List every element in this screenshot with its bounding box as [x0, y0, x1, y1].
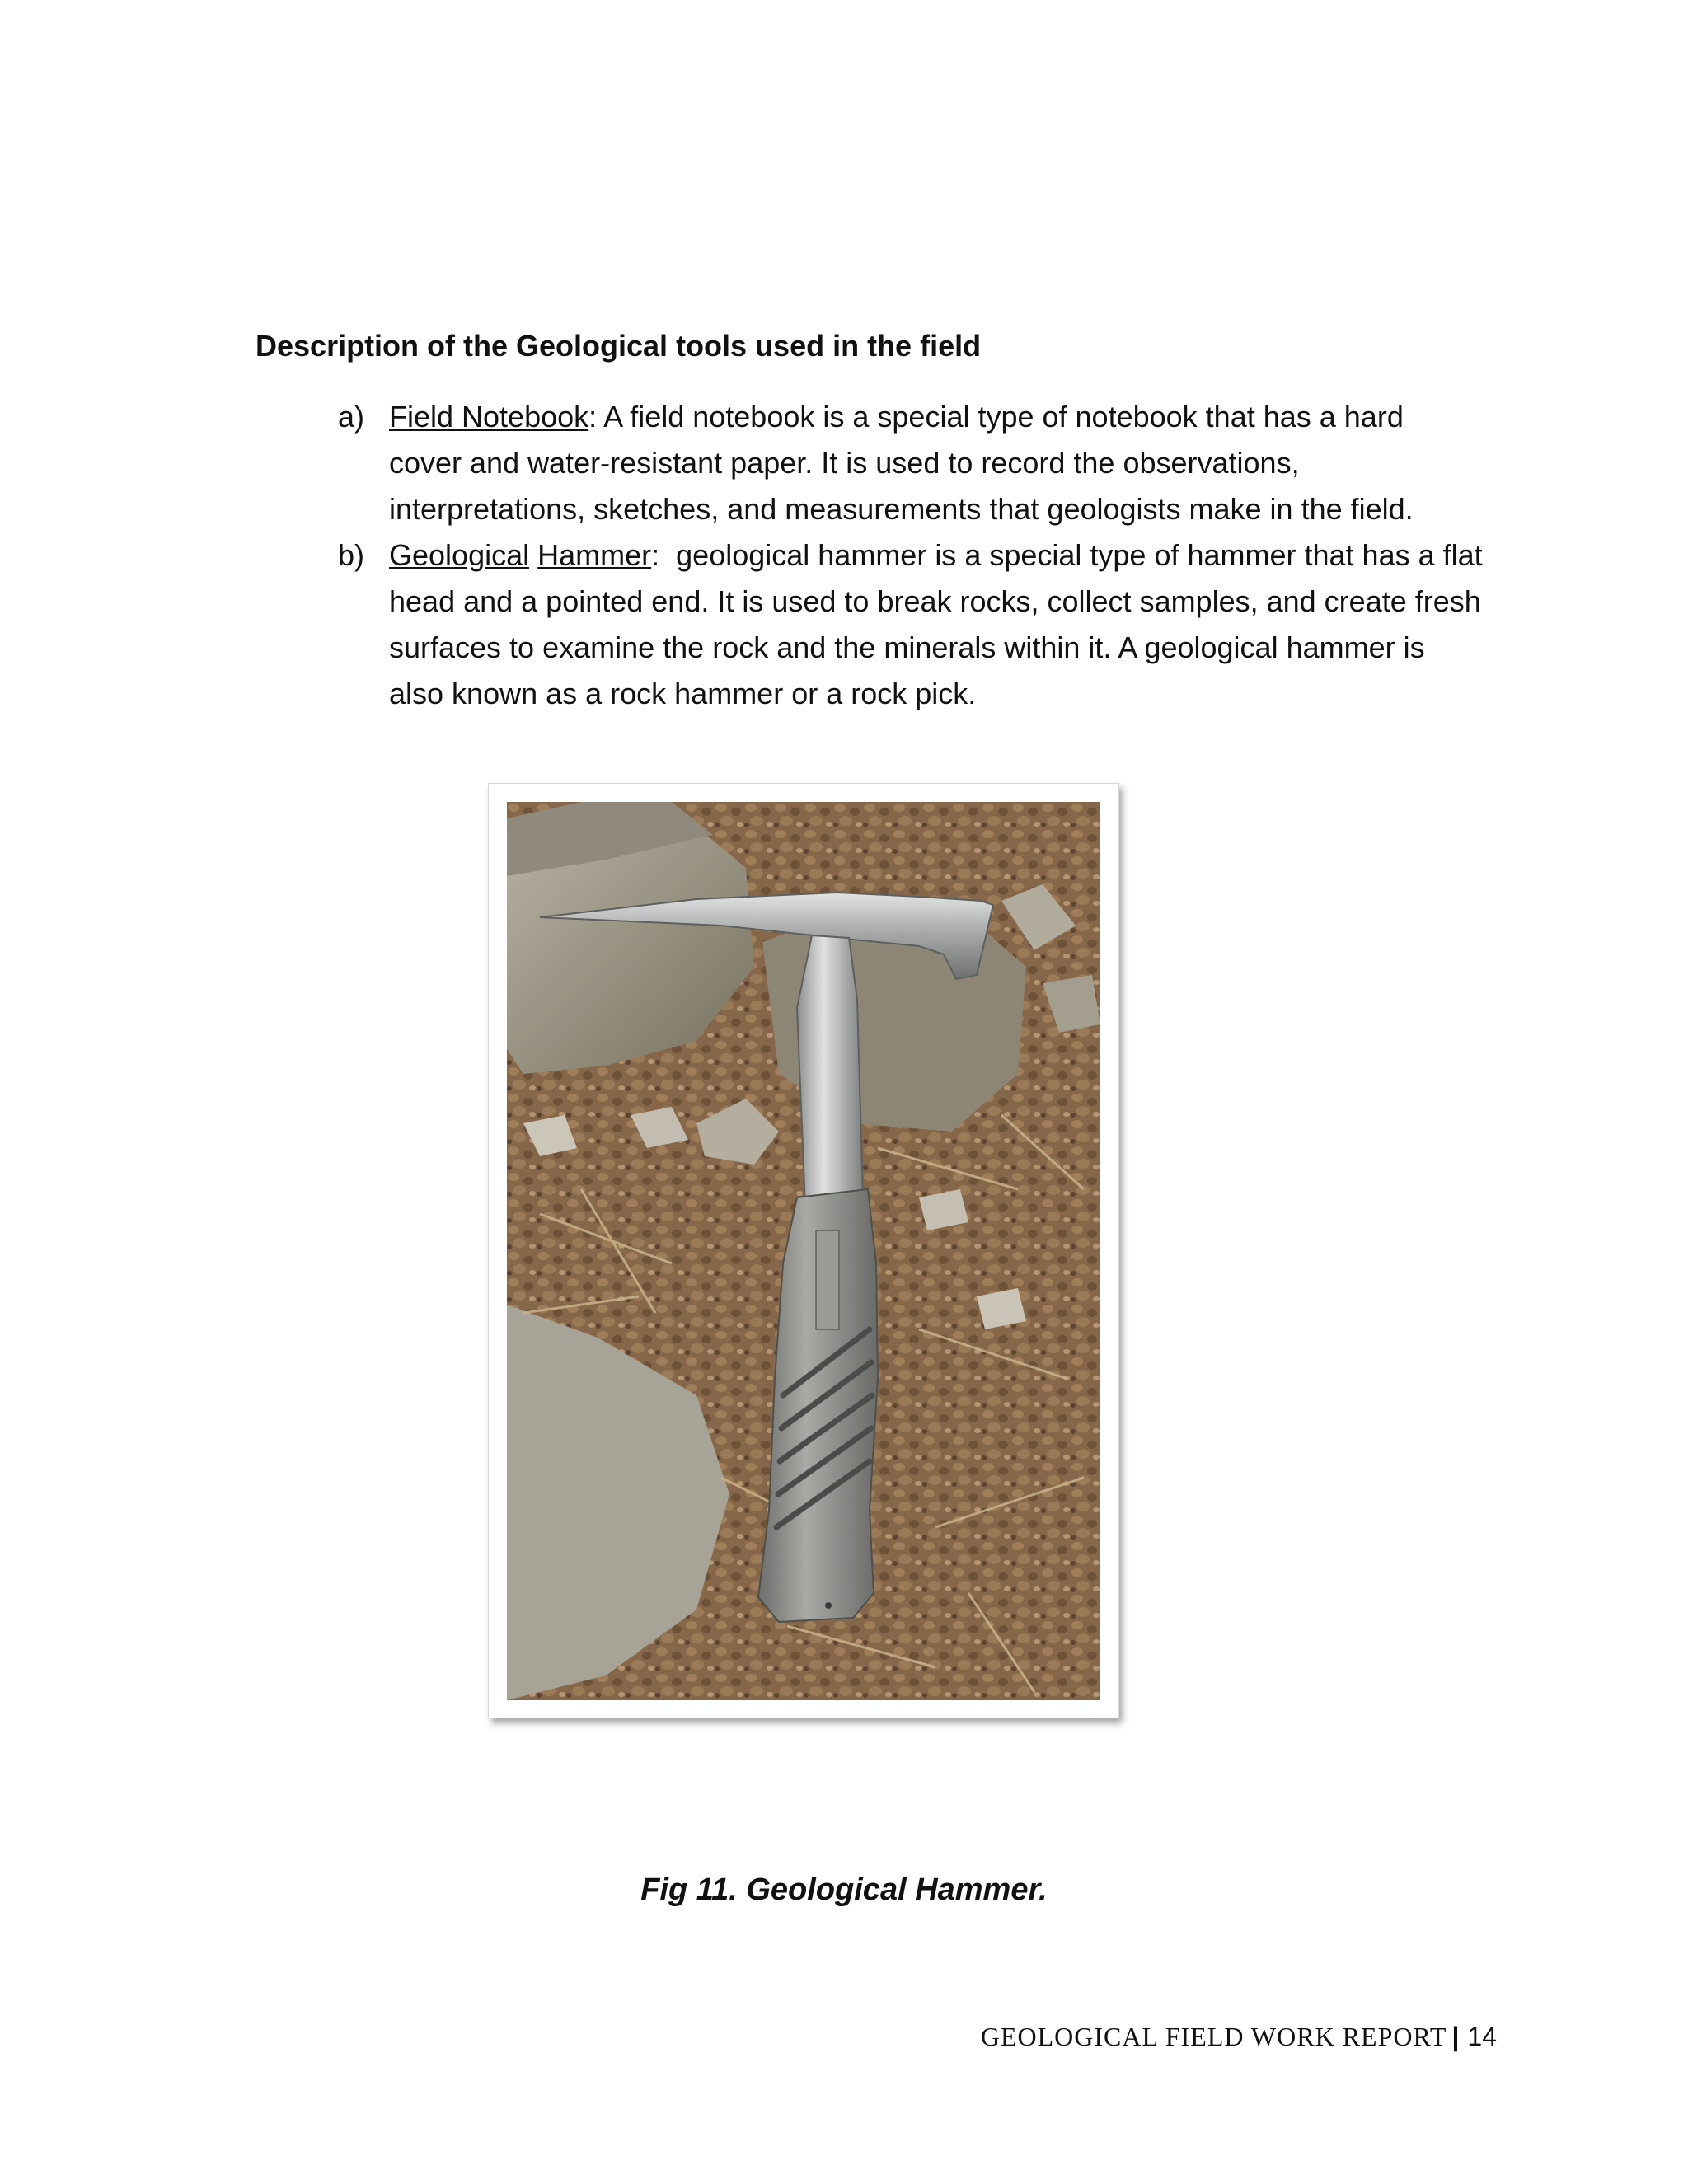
- list-marker: b): [338, 538, 365, 572]
- list-item-text: [389, 532, 1484, 717]
- footer-separator: |: [1451, 2022, 1460, 2051]
- page-number: 14: [1467, 2022, 1497, 2051]
- section-heading: Description of the Geological tools used in the field: [256, 329, 982, 363]
- figure-caption: Fig 11. Geological Hammer.: [640, 1872, 1048, 1907]
- tool-name-hammer: Hammer: [537, 538, 652, 572]
- figure-frame: [488, 783, 1119, 1718]
- list-item-text: [389, 394, 1484, 532]
- list-marker: a): [338, 400, 365, 434]
- tool-description-field-notebook: A field notebook is a special type of notebook that has a hard cover and water-resistant paper. It is used to record the observations, interpretations, sketches, and measurements that geologists make in the field.: [389, 400, 1414, 526]
- page-footer: [981, 2019, 1497, 2054]
- tool-list: [338, 394, 1484, 717]
- tool-separator: :: [651, 538, 677, 572]
- tool-description-geological-hammer: geological hammer is a special type of hammer that has a flat head and a pointed end. It is used to break rocks, collect samples, and create fresh surfaces to examine the rock and the minerals within it. A geological hammer is also known as a rock hammer or a rock pick.: [389, 538, 1483, 710]
- list-item-field-notebook: [338, 394, 1484, 532]
- footer-title: GEOLOGICAL FIELD WORK REPORT: [980, 2022, 1447, 2051]
- tool-separator: :: [588, 400, 604, 434]
- tool-name-field-notebook: Field Notebook: [389, 400, 589, 434]
- hammer-photo: [507, 802, 1100, 1700]
- list-item-geological-hammer: [338, 532, 1484, 717]
- tool-name-geological: Geological: [389, 538, 530, 572]
